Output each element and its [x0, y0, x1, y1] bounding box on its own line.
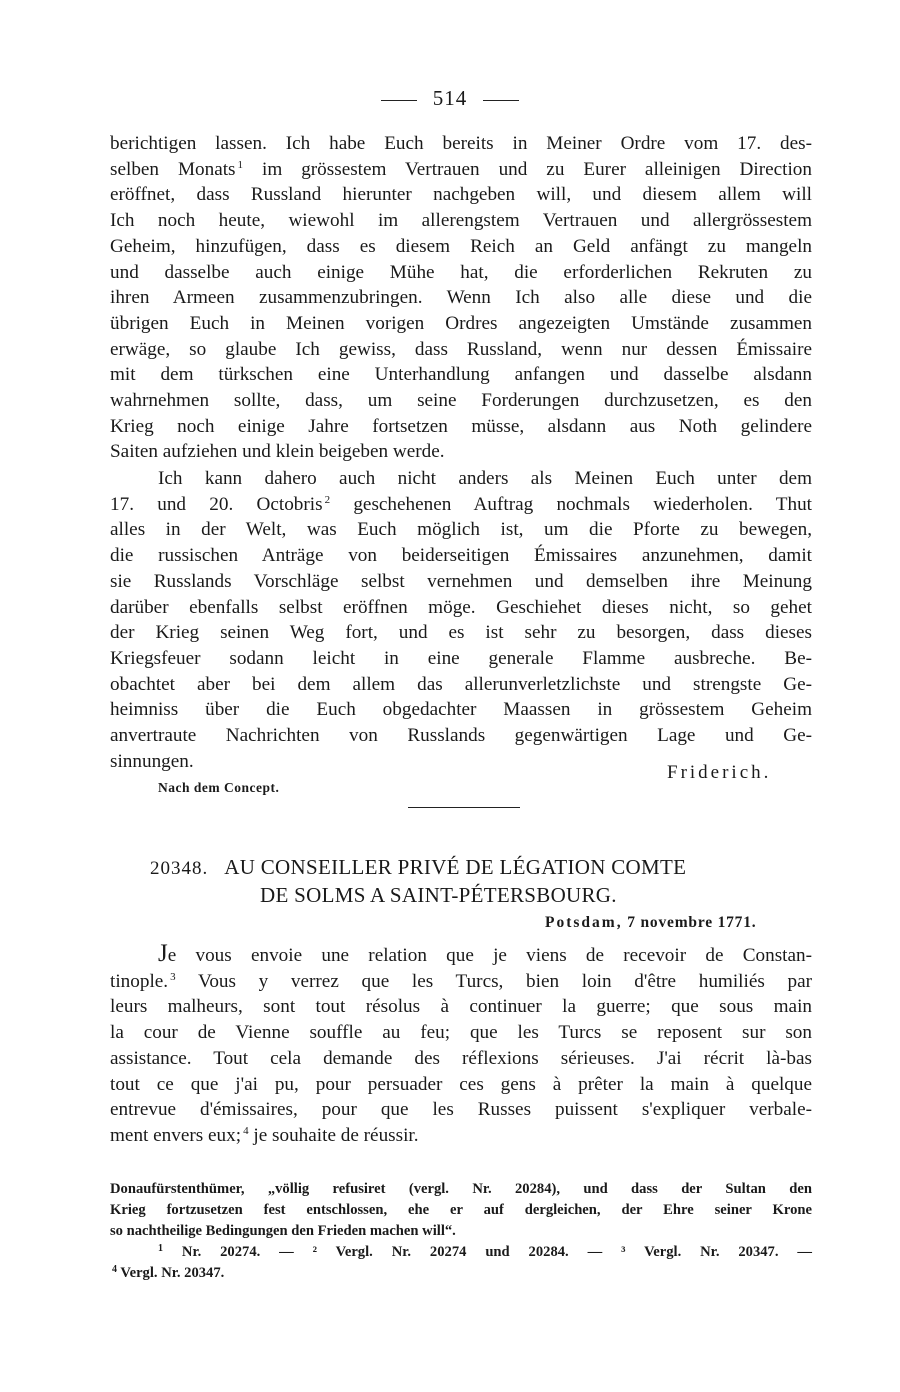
- signature: Friderich.: [667, 762, 772, 783]
- dateline: [545, 914, 756, 932]
- text-line: und dasselbe auch einige Mühe hat, die erforderlichen Rekruten zu: [110, 261, 812, 283]
- footnote-mark: 4: [112, 1264, 117, 1275]
- text-line: [110, 969, 812, 995]
- text-line: berichtigen lassen. Ich habe Euch bereits in Meiner Ordre vom 17. des-: [110, 133, 812, 154]
- footnote-line: [110, 1263, 812, 1284]
- text-line: sie Russlands Vorschläge selbst vernehmen und demselben ihre Meinung: [110, 570, 812, 592]
- note-line: Krieg fortzusetzen fest entschlossen, ehe er auf dergleichen, der Ehre seiner Krone: [110, 1202, 812, 1218]
- note-line: so nachtheilige Bedingungen den Frieden machen will“.: [110, 1223, 456, 1239]
- footnotes: [110, 1179, 812, 1284]
- dateline-place: Potsdam,: [545, 914, 623, 931]
- text-line: obachtet aber bei dem allem das allerunverletzlichste und strengste Ge-: [110, 673, 812, 695]
- page-number-text: 514: [432, 86, 468, 110]
- dateline-date: 7 novembre 1771.: [627, 914, 757, 931]
- page-number-right-rule: [483, 100, 519, 101]
- text-line: Ich kann dahero auch nicht anders als Meinen Euch unter dem: [158, 468, 812, 489]
- text-line: wahrnehmen sollte, dass, um seine Forderungen durchzusetzen, es den: [110, 390, 812, 412]
- letter1-paragraph1: [110, 131, 812, 465]
- text-line: [110, 492, 812, 518]
- text-line: die russischen Anträge von beiderseitigen Émissaires anzunehmen, damit: [110, 545, 812, 567]
- heading-line: AU CONSEILLER PRIVÉ DE LÉGATION COMTE: [224, 855, 687, 879]
- text-fragment: 17. und 20. Octobris: [110, 493, 323, 515]
- text-line: entrevue d'émissaires, pour que les Russes puissent s'expliquer verbale-: [110, 1099, 812, 1121]
- text-line: Ich noch heute, wiewohl im allerengstem Vertrauen und allergrössestem: [110, 210, 812, 232]
- text-line: [110, 941, 812, 969]
- footnote-mark: 1: [158, 1243, 163, 1254]
- section-divider: [408, 807, 520, 808]
- text-fragment: Vergl. Nr. 20347.: [120, 1265, 225, 1281]
- text-line: [110, 1123, 812, 1149]
- footnote-mark: 2: [324, 493, 331, 506]
- page-number: [0, 86, 900, 111]
- text-line: leurs malheurs, sont tout résolus à continuer la guerre; que sous main: [110, 996, 812, 1018]
- text-line: der Krieg seinen Weg fort, und es ist sehr zu besorgen, dass dieses: [110, 622, 812, 644]
- letter1-paragraph2: [110, 466, 812, 774]
- text-fragment: tinople.: [110, 970, 169, 992]
- text-line: Kriegsfeuer sodann leicht in eine generale Flamme ausbreche. Be-: [110, 647, 812, 669]
- note-line: Donaufürstenthümer, „völlig refusiret (vergl. Nr. 20284), und dass der Sultan den: [110, 1181, 812, 1197]
- footnote-line: [110, 1242, 812, 1263]
- text-line: [110, 157, 812, 183]
- text-fragment: im grössestem Vertrauen und zu Eurer alleinigen Direction: [261, 158, 812, 180]
- text-line: Saiten aufziehen und klein beigeben werde.: [110, 441, 445, 463]
- text-line: übrigen Euch in Meinen vorigen Ordres angezeigten Umstände zusammen: [110, 312, 812, 334]
- text-line: darüber ebenfalls selbst eröffnen möge. Geschiehet dieses nicht, so gehet: [110, 596, 812, 618]
- text-line: assistance. Tout cela demande des réflexions sérieuses. J'ai récrit là-bas: [110, 1047, 812, 1069]
- text-fragment: e vous envoie une relation que je viens de recevoir de Constan-: [167, 945, 812, 966]
- page-number-left-rule: [381, 100, 417, 101]
- text-line: mit dem türkschen eine Unterhandlung anfangen und dasselbe alsdann: [110, 364, 812, 386]
- text-line: la cour de Vienne souffle au feu; que les Turcs se reposent sur son: [110, 1022, 812, 1044]
- text-line: heimniss über die Euch obgedachter Maassen in grössestem Geheim: [110, 699, 812, 721]
- text-fragment: Nr. 20274. — ² Vergl. Nr. 20274 und 20284. — ³ Vergl. Nr. 20347. —: [181, 1244, 812, 1260]
- text-line: ihren Armeen zusammenzubringen. Wenn Ich also alle diese und die: [110, 287, 812, 309]
- heading-line: DE SOLMS A SAINT-PÉTERSBOURG.: [260, 883, 617, 907]
- text-fragment: ment envers eux;: [110, 1124, 242, 1146]
- text-line: erwäge, so glaube Ich gewiss, dass Russland, wenn nur dessen Émissaire: [110, 338, 812, 360]
- footnote-mark: 3: [170, 970, 176, 983]
- text-line: eröffnet, dass Russland hierunter nachgeben will, und diesem allem will: [110, 184, 812, 206]
- text-line: Geheim, hinzufügen, dass es diesem Reich an Geld anfängt zu mangeln: [110, 235, 812, 257]
- text-line: anvertraute Nachrichten von Russlands gegenwärtigen Lage und Ge-: [110, 725, 812, 747]
- letter2-paragraph: [110, 941, 812, 1149]
- text-fragment: selben Monats: [110, 158, 236, 180]
- letter-number: 20348.: [150, 858, 209, 879]
- footnote-mark: 4: [243, 1124, 249, 1137]
- text-line: sinnungen.: [110, 750, 194, 772]
- text-line: Krieg noch einige Jahre fortsetzen müsse, alsdann aus Noth gelindere: [110, 415, 812, 437]
- initial-letter: J: [158, 940, 168, 967]
- source-note: Nach dem Concept.: [158, 780, 280, 795]
- footnote-mark: 1: [237, 158, 244, 171]
- text-fragment: Vous y verrez que les Turcs, bien loin d'être humiliés par: [197, 970, 813, 992]
- text-fragment: geschehenen Auftrag nochmals wiederholen. Thut: [353, 493, 812, 515]
- text-line: tout ce que j'ai pu, pour persuader ces gens à prêter la main à quelque: [110, 1073, 812, 1095]
- text-line: alles in der Welt, was Euch möglich ist, um die Pforte zu bewegen,: [110, 519, 812, 541]
- letter2-heading: [150, 854, 790, 909]
- text-fragment: je souhaite de réussir.: [253, 1124, 419, 1146]
